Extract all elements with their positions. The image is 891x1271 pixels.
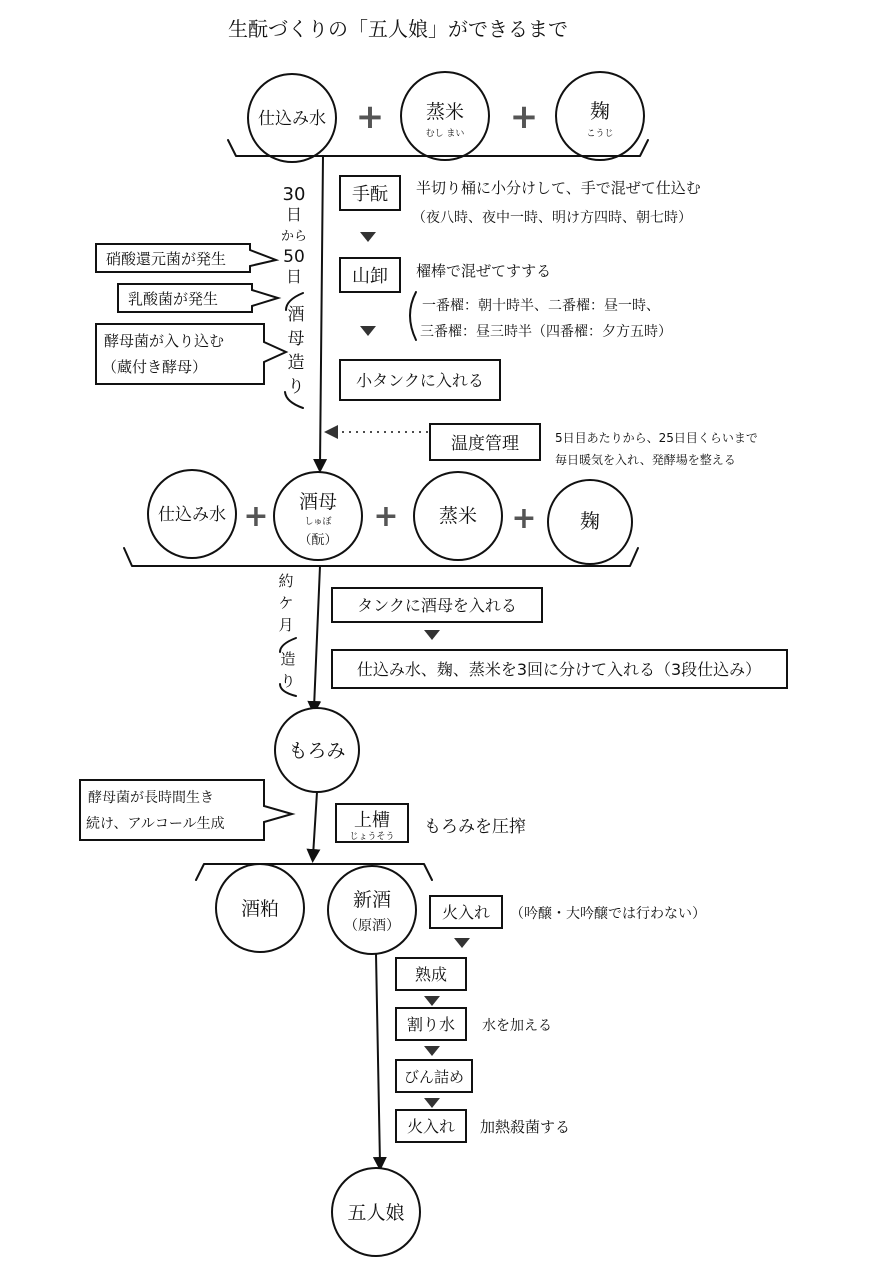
down-arrow-icon: [454, 938, 470, 948]
note-kura-yeast: （蔵付き酵母）: [102, 358, 208, 376]
step-bottling-label: びん詰め: [403, 1068, 465, 1086]
left-arrow-icon: [324, 425, 338, 439]
main-arrow-1: [320, 156, 323, 466]
svg-text:から: から: [280, 229, 308, 244]
diagram-title: 生酛づくりの「五人娘」ができるまで: [228, 17, 568, 41]
step-joso-ruby: じょうそう: [349, 832, 395, 842]
water-label-2: 仕込み水: [158, 505, 226, 525]
water-label-1: 仕込み水: [258, 109, 326, 129]
shinshu-label: 新酒: [352, 889, 392, 911]
koji-ruby: こうじ: [586, 129, 614, 139]
step-hiire-1-label: 火入れ: [441, 903, 491, 922]
sakekasu-label: 酒粕: [240, 898, 280, 920]
main-arrow-final: [376, 954, 380, 1164]
step-warimizu-label: 割り水: [406, 1015, 456, 1034]
steamed-rice-label-1: 蒸米: [425, 101, 465, 123]
down-arrow-icon: [360, 326, 376, 336]
step-sandan-label: 仕込み水、麹、蒸米を3回に分けて入れる（3段仕込み）: [356, 660, 762, 679]
svg-text:造: 造: [280, 650, 296, 668]
down-arrow-icon: [360, 232, 376, 242]
step-yamaoroshi-label: 山卸: [352, 266, 388, 287]
duration-moromi: [278, 572, 296, 696]
plus-icon: +: [355, 97, 385, 137]
down-arrow-icon: [424, 1046, 440, 1056]
svg-text:30: 30: [282, 184, 306, 205]
svg-text:酒: 酒: [287, 305, 305, 325]
shubo-label: 酒母: [298, 491, 338, 513]
svg-text:造: 造: [287, 353, 305, 373]
temp-note-1: 5日目あたりから、25日目くらいまで: [555, 431, 758, 445]
main-arrow-3: [313, 792, 317, 856]
shubo-ruby: しゅぼ: [304, 517, 332, 527]
step-shubo-tank-label: タンクに酒母を入れる: [357, 596, 517, 615]
step-hiire-2-label: 火入れ: [406, 1117, 456, 1136]
down-arrow-icon: [424, 630, 440, 640]
duration-shubo: [281, 184, 307, 408]
step-yamaoroshi-times2: 三番櫂：昼三時半（四番櫂：夕方五時）: [420, 324, 672, 340]
plus-icon: +: [509, 97, 539, 137]
shubo-sub: （酛）: [298, 533, 338, 548]
moromi-label: もろみ: [288, 740, 346, 762]
step-temoto-times: （夜八時、夜中一時、明け方四時、朝七時）: [412, 210, 692, 226]
down-arrow-icon: [424, 996, 440, 1006]
note-alcohol-1: 酵母菌が長時間生き: [88, 790, 214, 806]
svg-text:日: 日: [285, 205, 303, 224]
svg-text:り: り: [280, 672, 296, 690]
main-arrow-2: [314, 566, 320, 708]
svg-text:り: り: [287, 377, 305, 397]
svg-text:月: 月: [278, 616, 294, 634]
step-small-tank-label: 小タンクに入れる: [356, 371, 484, 390]
step-joso-label: 上槽: [354, 810, 390, 831]
step-hiire-1-desc: （吟醸・大吟醸では行わない）: [510, 906, 706, 922]
down-arrow-icon: [424, 1098, 440, 1108]
temp-control-label: 温度管理: [451, 434, 519, 454]
svg-text:ケ: ケ: [278, 594, 294, 612]
plus-icon: +: [511, 501, 537, 536]
note-yeast: 酵母菌が入り込む: [104, 332, 225, 350]
note-alcohol-2: 続け、アルコール生成: [86, 816, 225, 832]
svg-text:約: 約: [278, 572, 294, 590]
step-temoto-label: 手酛: [352, 184, 388, 205]
step-hiire-2-desc: 加熱殺菌する: [480, 1118, 571, 1136]
paren-left: [410, 292, 416, 340]
note-lactic: 乳酸菌が発生: [128, 290, 219, 308]
svg-text:日: 日: [285, 267, 303, 286]
plus-icon: +: [373, 499, 399, 534]
svg-text:母: 母: [287, 329, 305, 349]
plus-icon: +: [243, 499, 269, 534]
shinshu-sub: （原酒）: [344, 918, 400, 934]
step-yamaoroshi-desc: 櫂棒で混ぜてすする: [416, 262, 552, 280]
step-warimizu-desc: 水を加える: [482, 1018, 552, 1034]
step-jukusei-label: 熟成: [414, 965, 448, 984]
koji-label-2: 麹: [580, 509, 600, 533]
koji-label-1: 麹: [590, 99, 610, 123]
svg-text:50: 50: [283, 247, 305, 267]
steamed-rice-ruby: むし まい: [425, 129, 465, 139]
step-joso-desc: もろみを圧搾: [424, 817, 526, 837]
steamed-rice-label-2: 蒸米: [438, 505, 478, 527]
final-gonin-musume-label: 五人娘: [347, 1202, 405, 1224]
temp-note-2: 毎日暖気を入れ、発酵場を整える: [555, 453, 736, 467]
step-temoto-desc: 半切り桶に小分けして、手で混ぜて仕込む: [416, 179, 701, 197]
step-yamaoroshi-times1: 一番櫂：朝十時半、二番櫂：昼一時、: [422, 298, 660, 314]
note-nitrate: 硝酸還元菌が発生: [106, 250, 227, 268]
